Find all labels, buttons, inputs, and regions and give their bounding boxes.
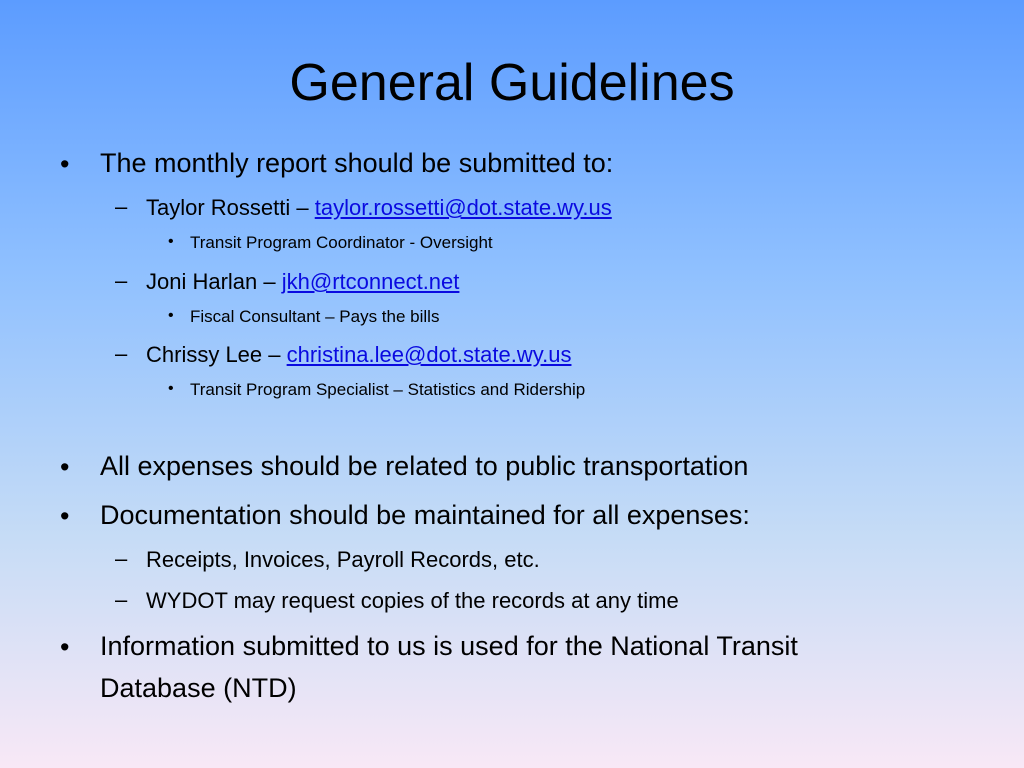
contact-name: Joni Harlan –: [146, 269, 282, 294]
email-link-chrissy[interactable]: christina.lee@dot.state.wy.us: [286, 342, 572, 367]
sub-receipts: Receipts, Invoices, Payroll Records, etc.: [146, 547, 540, 572]
sub-wydot-request: WYDOT may request copies of the records at any time: [146, 588, 679, 613]
bullet-marker: •: [60, 632, 70, 662]
dash-marker: –: [115, 546, 128, 571]
role-joni: Fiscal Consultant – Pays the bills: [190, 307, 440, 326]
role-taylor: Transit Program Coordinator - Oversight: [190, 233, 493, 252]
contact-name: Chrissy Lee –: [146, 342, 287, 367]
bullet-documentation: Documentation should be maintained for all expenses:: [100, 500, 750, 530]
bullet-marker: •: [60, 452, 70, 482]
bullet-expenses: All expenses should be related to public transportation: [100, 451, 749, 481]
dash-marker: –: [115, 587, 128, 612]
bullet-marker: •: [168, 233, 174, 250]
slide-title: General Guidelines: [289, 54, 735, 112]
dash-marker: –: [115, 341, 128, 366]
contact-chrissy: [146, 341, 571, 369]
contact-name: Taylor Rossetti –: [146, 195, 315, 220]
email-link-taylor[interactable]: taylor.rossetti@dot.state.wy.us: [314, 195, 612, 220]
bullet-submit-to: The monthly report should be submitted to:: [100, 148, 614, 178]
bullet-marker: •: [60, 149, 70, 179]
contact-joni: [146, 268, 459, 296]
dash-marker: –: [115, 194, 128, 219]
bullet-marker: •: [168, 380, 174, 397]
bullet-marker: •: [168, 307, 174, 324]
contact-taylor: [146, 194, 612, 222]
bullet-information: Information submitted to us is used for the National Transit: [100, 631, 798, 661]
role-chrissy: Transit Program Specialist – Statistics and Ridership: [190, 380, 586, 399]
email-link-joni[interactable]: jkh@rtconnect.net: [281, 269, 460, 294]
dash-marker: –: [115, 268, 128, 293]
bullet-marker: •: [60, 501, 70, 531]
bullet-information-cont: Database (NTD): [100, 673, 297, 703]
